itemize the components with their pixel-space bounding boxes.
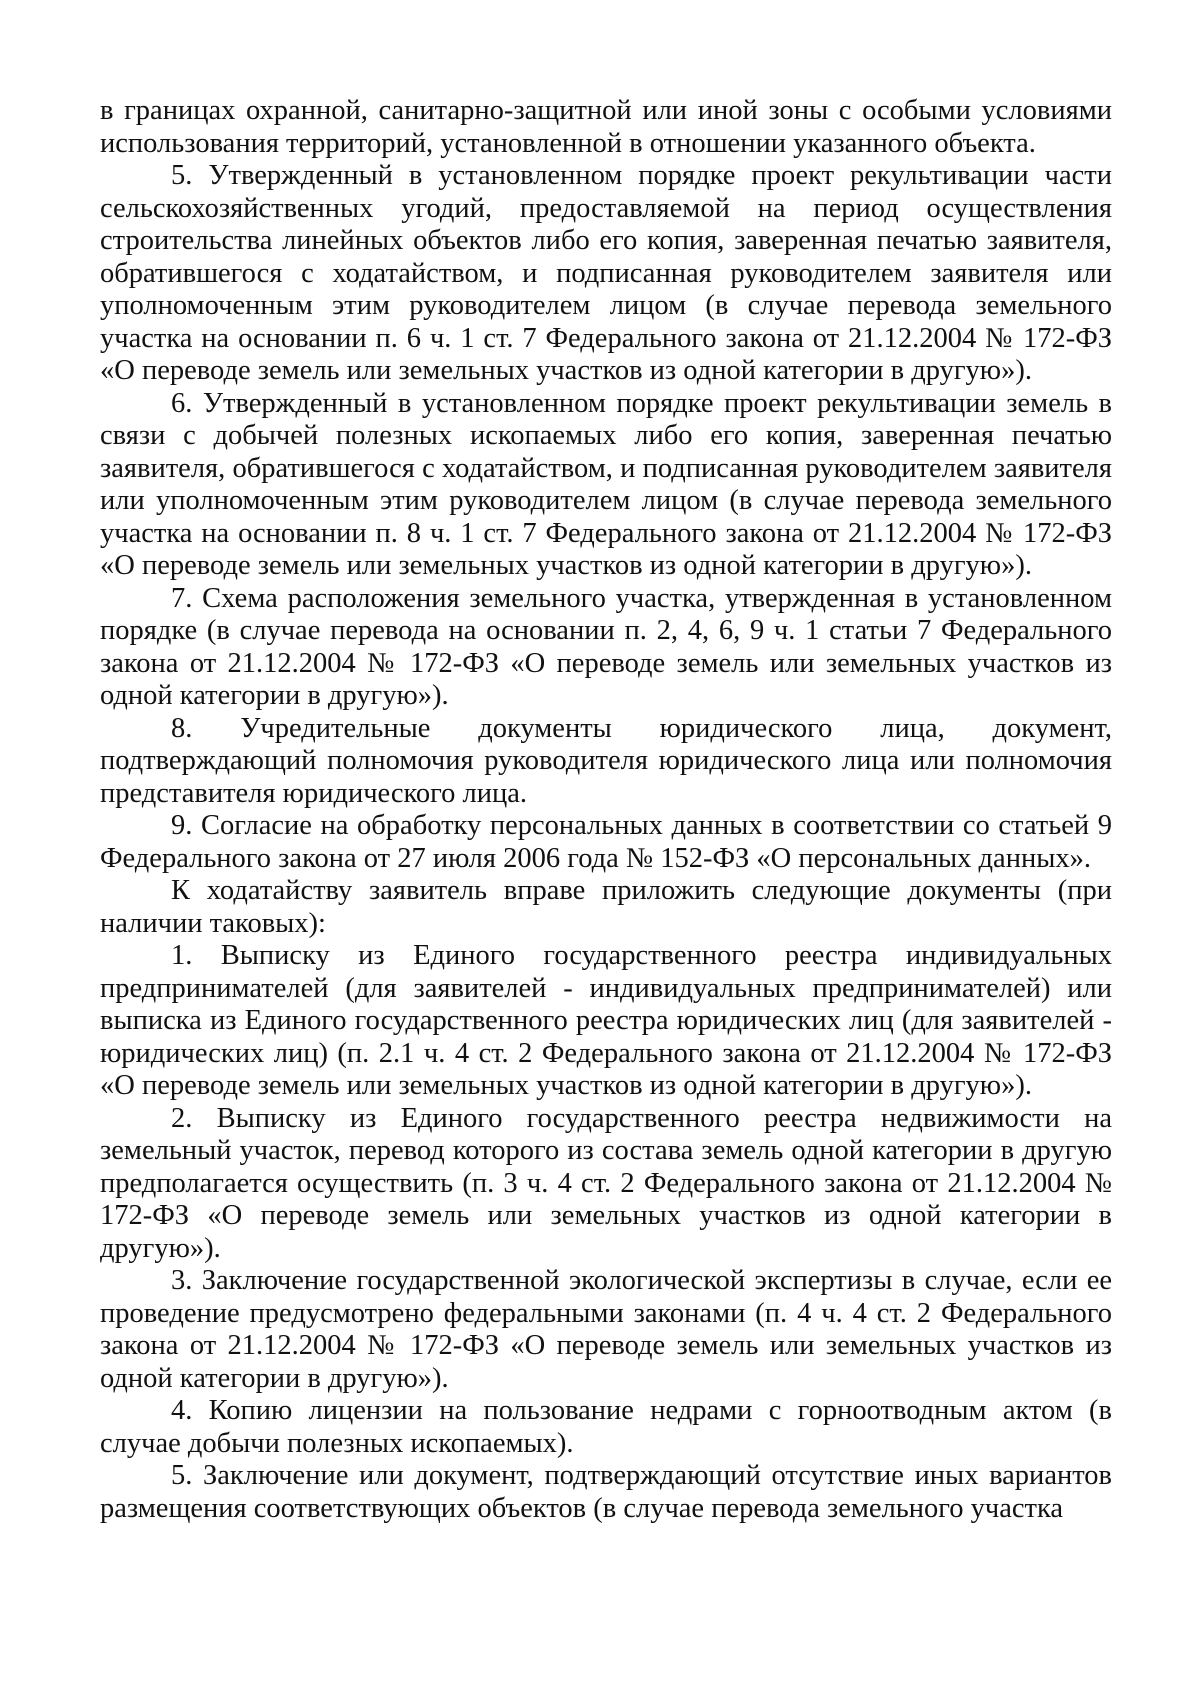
paragraph-item-6-recultivation-mining: 6. Утвержденный в установленном порядке проект рекультивации земель в связи с добычей полезных ископаемых либо его копия, заверенная печатью заявителя, обратившегося с ходатайством, и подписанная руководителем заявителя или уполномоченным этим руководителем лицом (в случае перевода земельного участка на основании п. 8 ч. 1 ст. 7 Федерального закона от 21.12.2004 № 172-ФЗ «О переводе земель или земельных участков из одной категории в другую»). — [100, 387, 1112, 581]
paragraph-optional-2-real-estate-extract: 2. Выписку из Единого государственного реестра недвижимости на земельный участок, перевод которого из состава земель одной категории в другую предполагается осуществить (п. 3 ч. 4 ст. 2 Федерального закона от 21.12.2004 № 172-ФЗ «О переводе земель или земельных участков из одной категории в другую»). — [100, 1102, 1112, 1264]
paragraph-optional-1-registry-extract: 1. Выписку из Единого государственного реестра индивидуальных предпринимателей (для заявителей - индивидуальных предпринимателей) или выписка из Единого государственного реестра юридических лиц (для заявителей - юридических лиц) (п. 2.1 ч. 4 ст. 2 Федерального закона от 21.12.2004 № 172-ФЗ «О переводе земель или земельных участков из одной категории в другую»). — [100, 940, 1112, 1101]
paragraph-zone-continuation: в границах охранной, санитарно-защитной или иной зоны с особыми условиями использования территорий, установленной в отношении указанного объекта. — [100, 95, 1112, 159]
paragraph-item-7-land-plot-scheme: 7. Схема расположения земельного участка, утвержденная в установленном порядке (в случае перевода на основании п. 2, 4, 6, 9 ч. 1 статьи 7 Федерального закона от 21.12.2004 № 172-ФЗ «О переводе земель или земельных участков из одной категории в другую»). — [100, 582, 1112, 711]
paragraph-optional-4-subsoil-license: 4. Копию лицензии на пользование недрами с горноотводным актом (в случае добычи полезных ископаемых). — [100, 1395, 1112, 1459]
paragraph-optional-3-ecological-expertise: 3. Заключение государственной экологической экспертизы в случае, если ее проведение предусмотрено федеральными законами (п. 4 ч. 4 ст. 2 Федерального закона от 21.12.2004 № 172-ФЗ «О переводе земель или земельных участков из одной категории в другую»). — [100, 1265, 1112, 1394]
paragraph-item-9-personal-data-consent: 9. Согласие на обработку персональных данных в соответствии со статьей 9 Федерального закона от 27 июля 2006 года № 152-ФЗ «О персональных данных». — [100, 810, 1112, 874]
paragraph-item-8-founding-documents: 8. Учредительные документы юридического лица, документ, подтверждающий полномочия руководителя юридического лица или полномочия представителя юридического лица. — [100, 712, 1112, 809]
paragraph-optional-documents-intro: К ходатайству заявитель вправе приложить следующие документы (при наличии таковых): — [100, 875, 1112, 939]
document-page — [100, 95, 1112, 1525]
paragraph-optional-5-no-alternatives: 5. Заключение или документ, подтверждающий отсутствие иных вариантов размещения соответствующих объектов (в случае перевода земельного участка — [100, 1460, 1112, 1524]
paragraph-item-5-recultivation-agricultural: 5. Утвержденный в установленном порядке проект рекультивации части сельскохозяйственных угодий, предоставляемой на период осуществления строительства линейных объектов либо его копия, заверенная печатью заявителя, обратившегося с ходатайством, и подписанная руководителем заявителя или уполномоченным этим руководителем лицом (в случае перевода земельного участка на основании п. 6 ч. 1 ст. 7 Федерального закона от 21.12.2004 № 172-ФЗ «О переводе земель или земельных участков из одной категории в другую»). — [100, 160, 1112, 386]
